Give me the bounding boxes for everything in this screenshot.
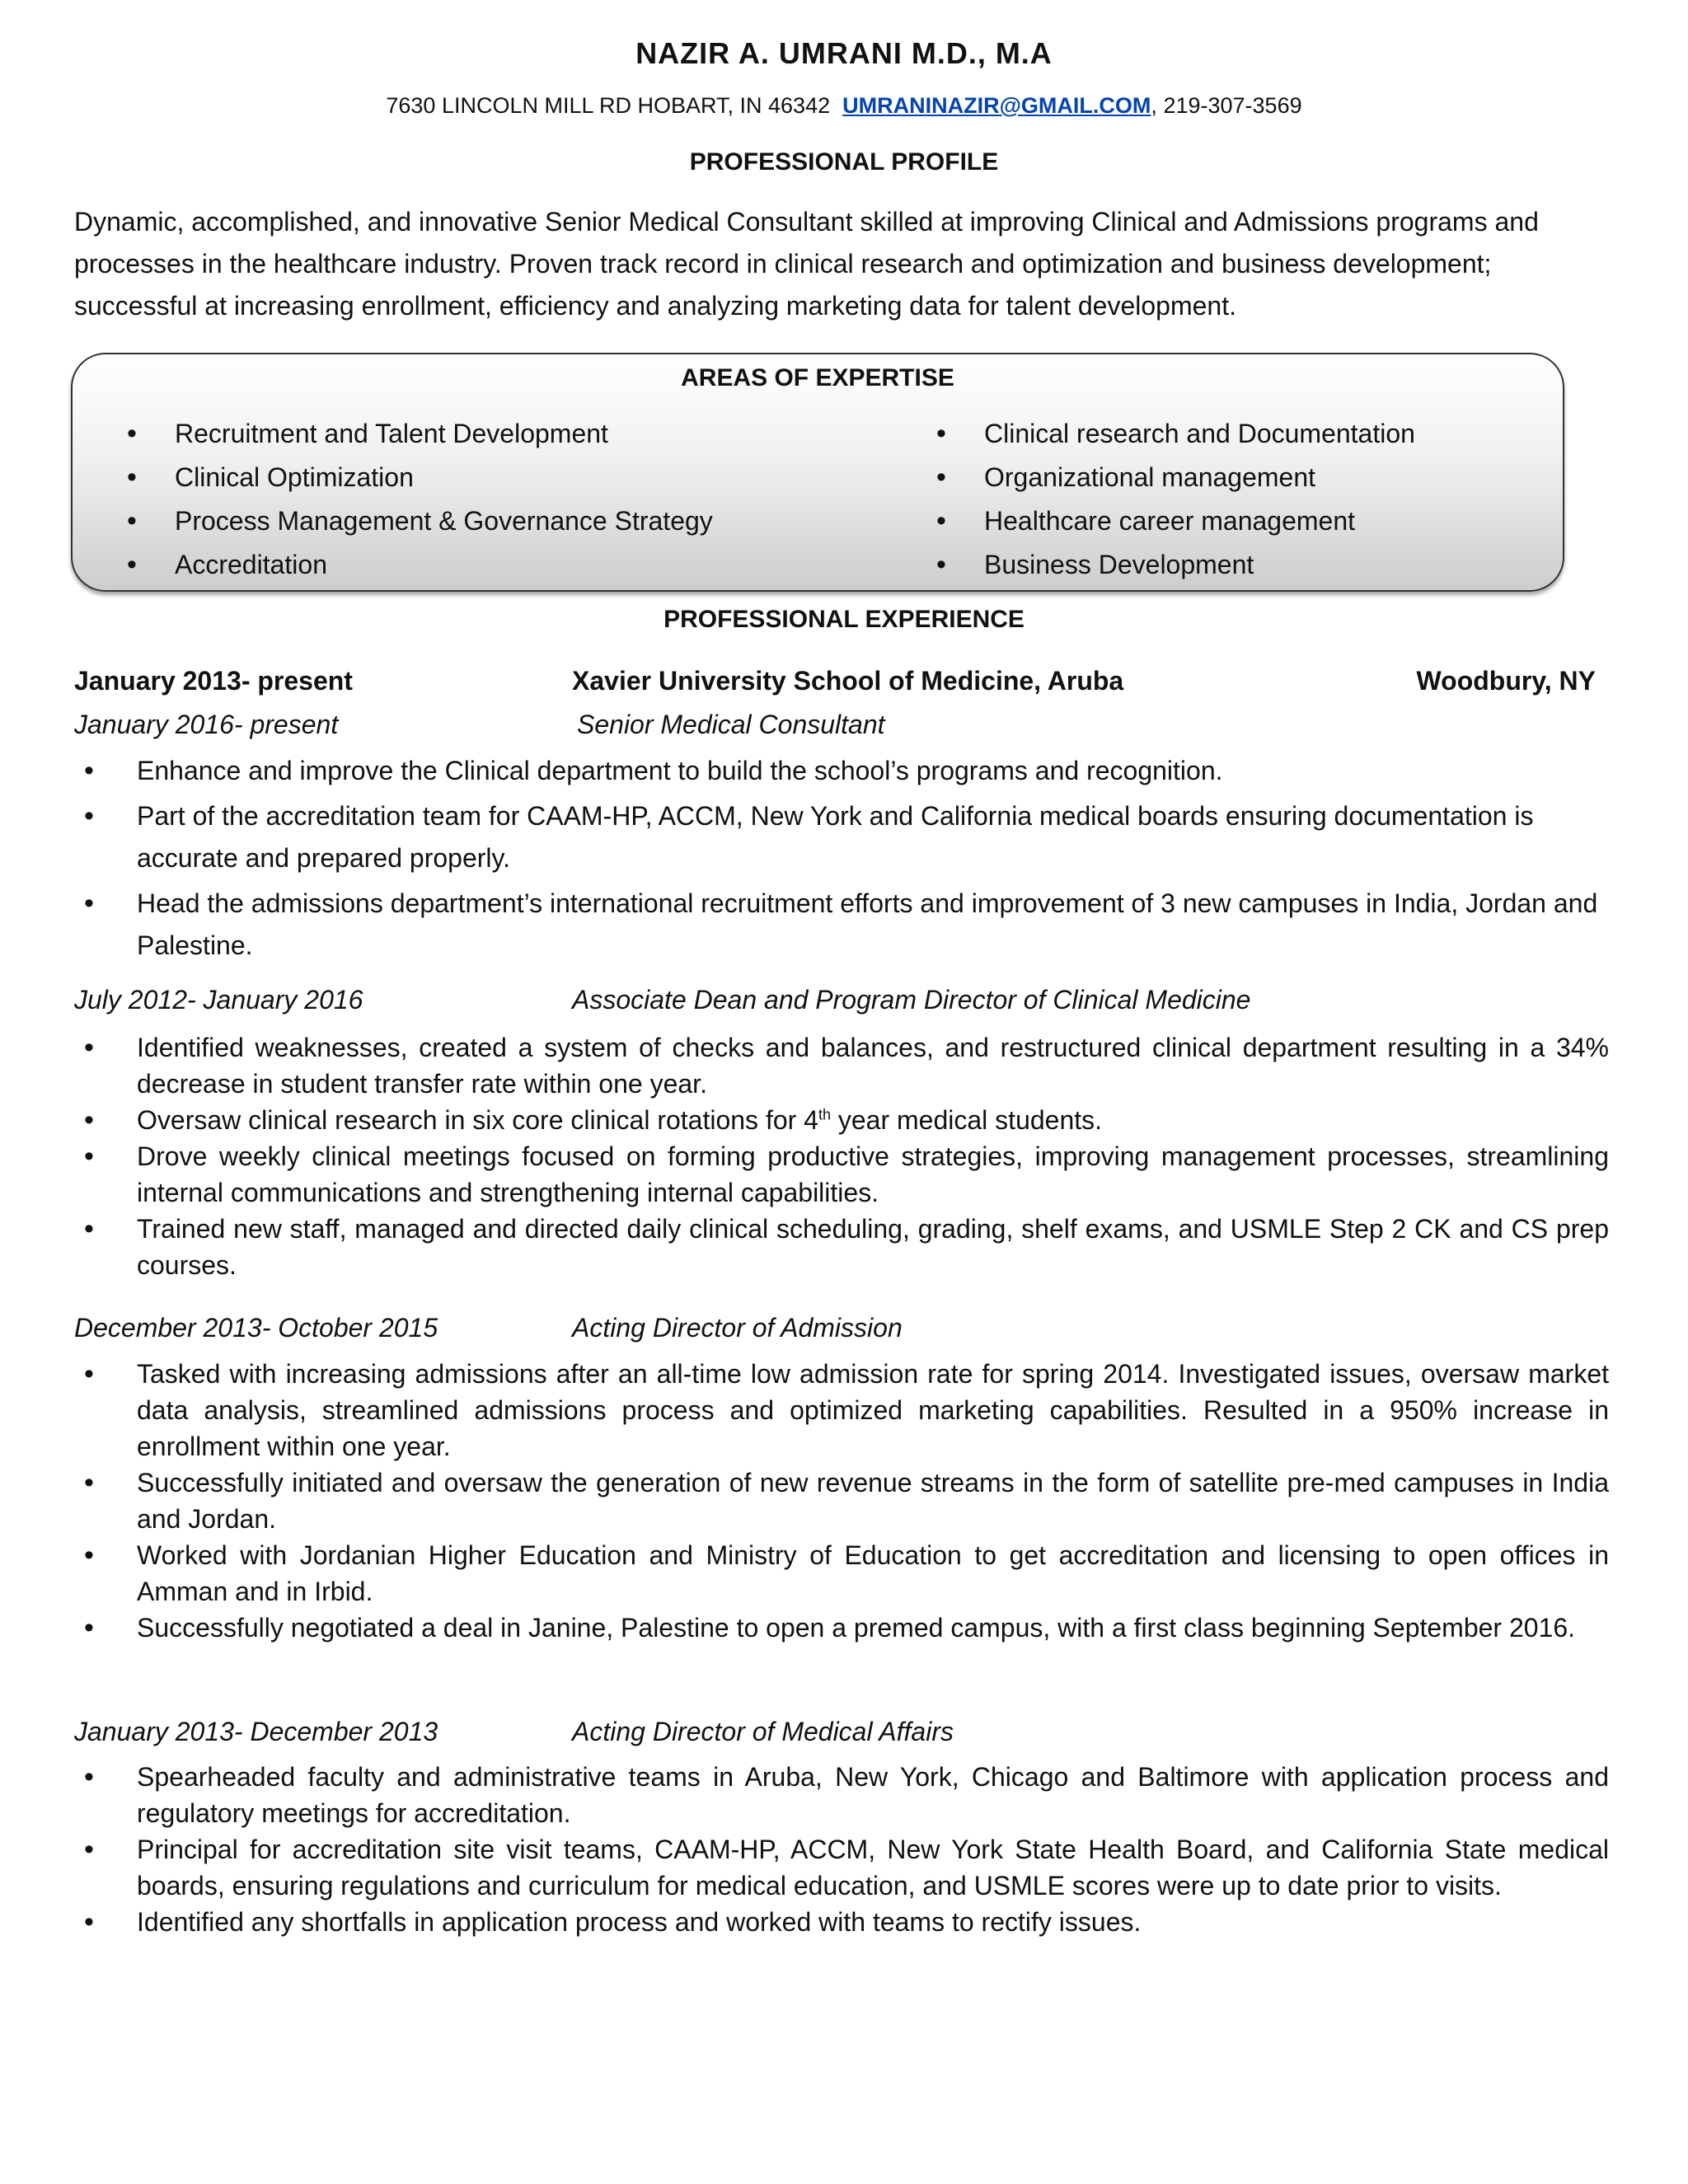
role-title: Acting Director of Medical Affairs — [572, 1717, 954, 1746]
address: 7630 LINCOLN MILL RD HOBART, IN 46342 — [386, 93, 831, 118]
bullet-item: • Part of the accreditation team for CAAM-HP, ACCM, New York and California medical boards ensuring documentation is accurate and prepared properly. — [74, 795, 1609, 879]
email-link[interactable]: UMRANINAZIR@GMAIL.COM — [842, 93, 1151, 118]
expertise-item: • Clinical research and Documentation — [882, 412, 1415, 456]
expertise-heading: AREAS OF EXPERTISE — [681, 364, 954, 391]
employer-name: Xavier University School of Medicine, Aruba — [572, 666, 1124, 696]
role-dates: July 2012- January 2016 — [74, 985, 363, 1015]
role-bullets — [74, 1356, 1609, 1646]
role-title: Acting Director of Admission — [572, 1313, 903, 1343]
bullet-item: • Spearheaded faculty and administrative teams in Aruba, New York, Chicago and Baltimore with application process and regulatory meetings for accreditation. — [74, 1759, 1609, 1831]
contact-line — [0, 93, 1688, 119]
bullet-item: • Trained new staff, managed and directed daily clinical scheduling, grading, shelf exams, and USMLE Step 2 CK and CS prep courses. — [74, 1211, 1609, 1283]
bullet-item: • Successfully initiated and oversaw the generation of new revenue streams in the form of satellite pre-med campuses in India and Jordan. — [74, 1465, 1609, 1537]
employer-location: Woodbury, NY — [1416, 666, 1596, 696]
expertise-left-list — [73, 412, 713, 587]
expertise-item: • Healthcare career management — [882, 499, 1415, 543]
role-bullets — [74, 1029, 1609, 1283]
bullet-item: • Drove weekly clinical meetings focused on forming productive strategies, improving management processes, streamlining internal communications and strengthening internal capabilities. — [74, 1138, 1609, 1211]
expertise-item: • Accreditation — [73, 543, 713, 587]
phone: 219-307-3569 — [1163, 93, 1302, 118]
bullet-text: year medical students. — [830, 1105, 1103, 1135]
bullet-item: • Identified any shortfalls in application process and worked with teams to rectify issues. — [74, 1904, 1609, 1940]
bullet-item: • Identified weaknesses, created a system of checks and balances, and restructured clinical department resulting in a 34% decrease in student transfer rate within one year. — [74, 1029, 1609, 1102]
role-dates: January 2013- December 2013 — [74, 1717, 438, 1746]
profile-heading: PROFESSIONAL PROFILE — [689, 148, 999, 176]
role-title: Associate Dean and Program Director of Clinical Medicine — [572, 985, 1251, 1015]
bullet-text: Oversaw clinical research in six core clinical rotations for 4 — [137, 1105, 818, 1135]
bullet-item: • Tasked with increasing admissions after an all-time low admission rate for spring 2014. Investigated issues, oversaw market data analysis, streamlined admissions process and optimized marketing capabilities. Resulted in a 950% increase in enrollment within one year. — [74, 1356, 1609, 1465]
ordinal-suffix: th — [818, 1106, 831, 1123]
bullet-item: • Successfully negotiated a deal in Janine, Palestine to open a premed campus, with a first class beginning September 2016. — [74, 1610, 1609, 1646]
contact-separator: , — [1151, 93, 1157, 118]
bullet-item: • Enhance and improve the Clinical department to build the school’s programs and recognition. — [74, 750, 1609, 792]
role-bullets — [74, 1759, 1609, 1940]
profile-text: Dynamic, accomplished, and innovative Senior Medical Consultant skilled at improving Clinical and Admissions programs and processes in the healthcare industry. Proven track record in clinical research and optimization and business development; successful at increasing enrollment, efficiency and analyzing marketing data for talent development. — [74, 207, 1539, 321]
bullet-item: • Head the admissions department’s international recruitment efforts and improvement of 3 new campuses in India, Jordan and Palestine. — [74, 883, 1609, 967]
bullet-item — [74, 1102, 1609, 1138]
expertise-item: • Organizational management — [882, 456, 1415, 499]
bullet-item: • Principal for accreditation site visit teams, CAAM-HP, ACCM, New York State Health Board, and California State medical boards, ensuring regulations and curriculum for medical education, and USMLE scores were up to date prior to visits. — [74, 1831, 1609, 1904]
expertise-right-list — [882, 412, 1415, 587]
role-dates: December 2013- October 2015 — [74, 1313, 438, 1343]
expertise-item: • Process Management & Governance Strategy — [73, 499, 713, 543]
expertise-item: • Clinical Optimization — [73, 456, 713, 499]
candidate-name: NAZIR A. UMRANI M.D., M.A — [635, 36, 1053, 70]
experience-heading: PROFESSIONAL EXPERIENCE — [663, 606, 1025, 633]
employer-dates: January 2013- present — [74, 666, 353, 696]
expertise-box — [71, 353, 1564, 592]
role-title: Senior Medical Consultant — [577, 710, 885, 739]
role-bullets — [74, 750, 1609, 970]
expertise-item: • Recruitment and Talent Development — [73, 412, 713, 456]
role-dates: January 2016- present — [74, 710, 339, 739]
expertise-item: • Business Development — [882, 543, 1415, 587]
bullet-item: • Worked with Jordanian Higher Education and Ministry of Education to get accreditation and licensing to open offices in Amman and in Irbid. — [74, 1537, 1609, 1610]
